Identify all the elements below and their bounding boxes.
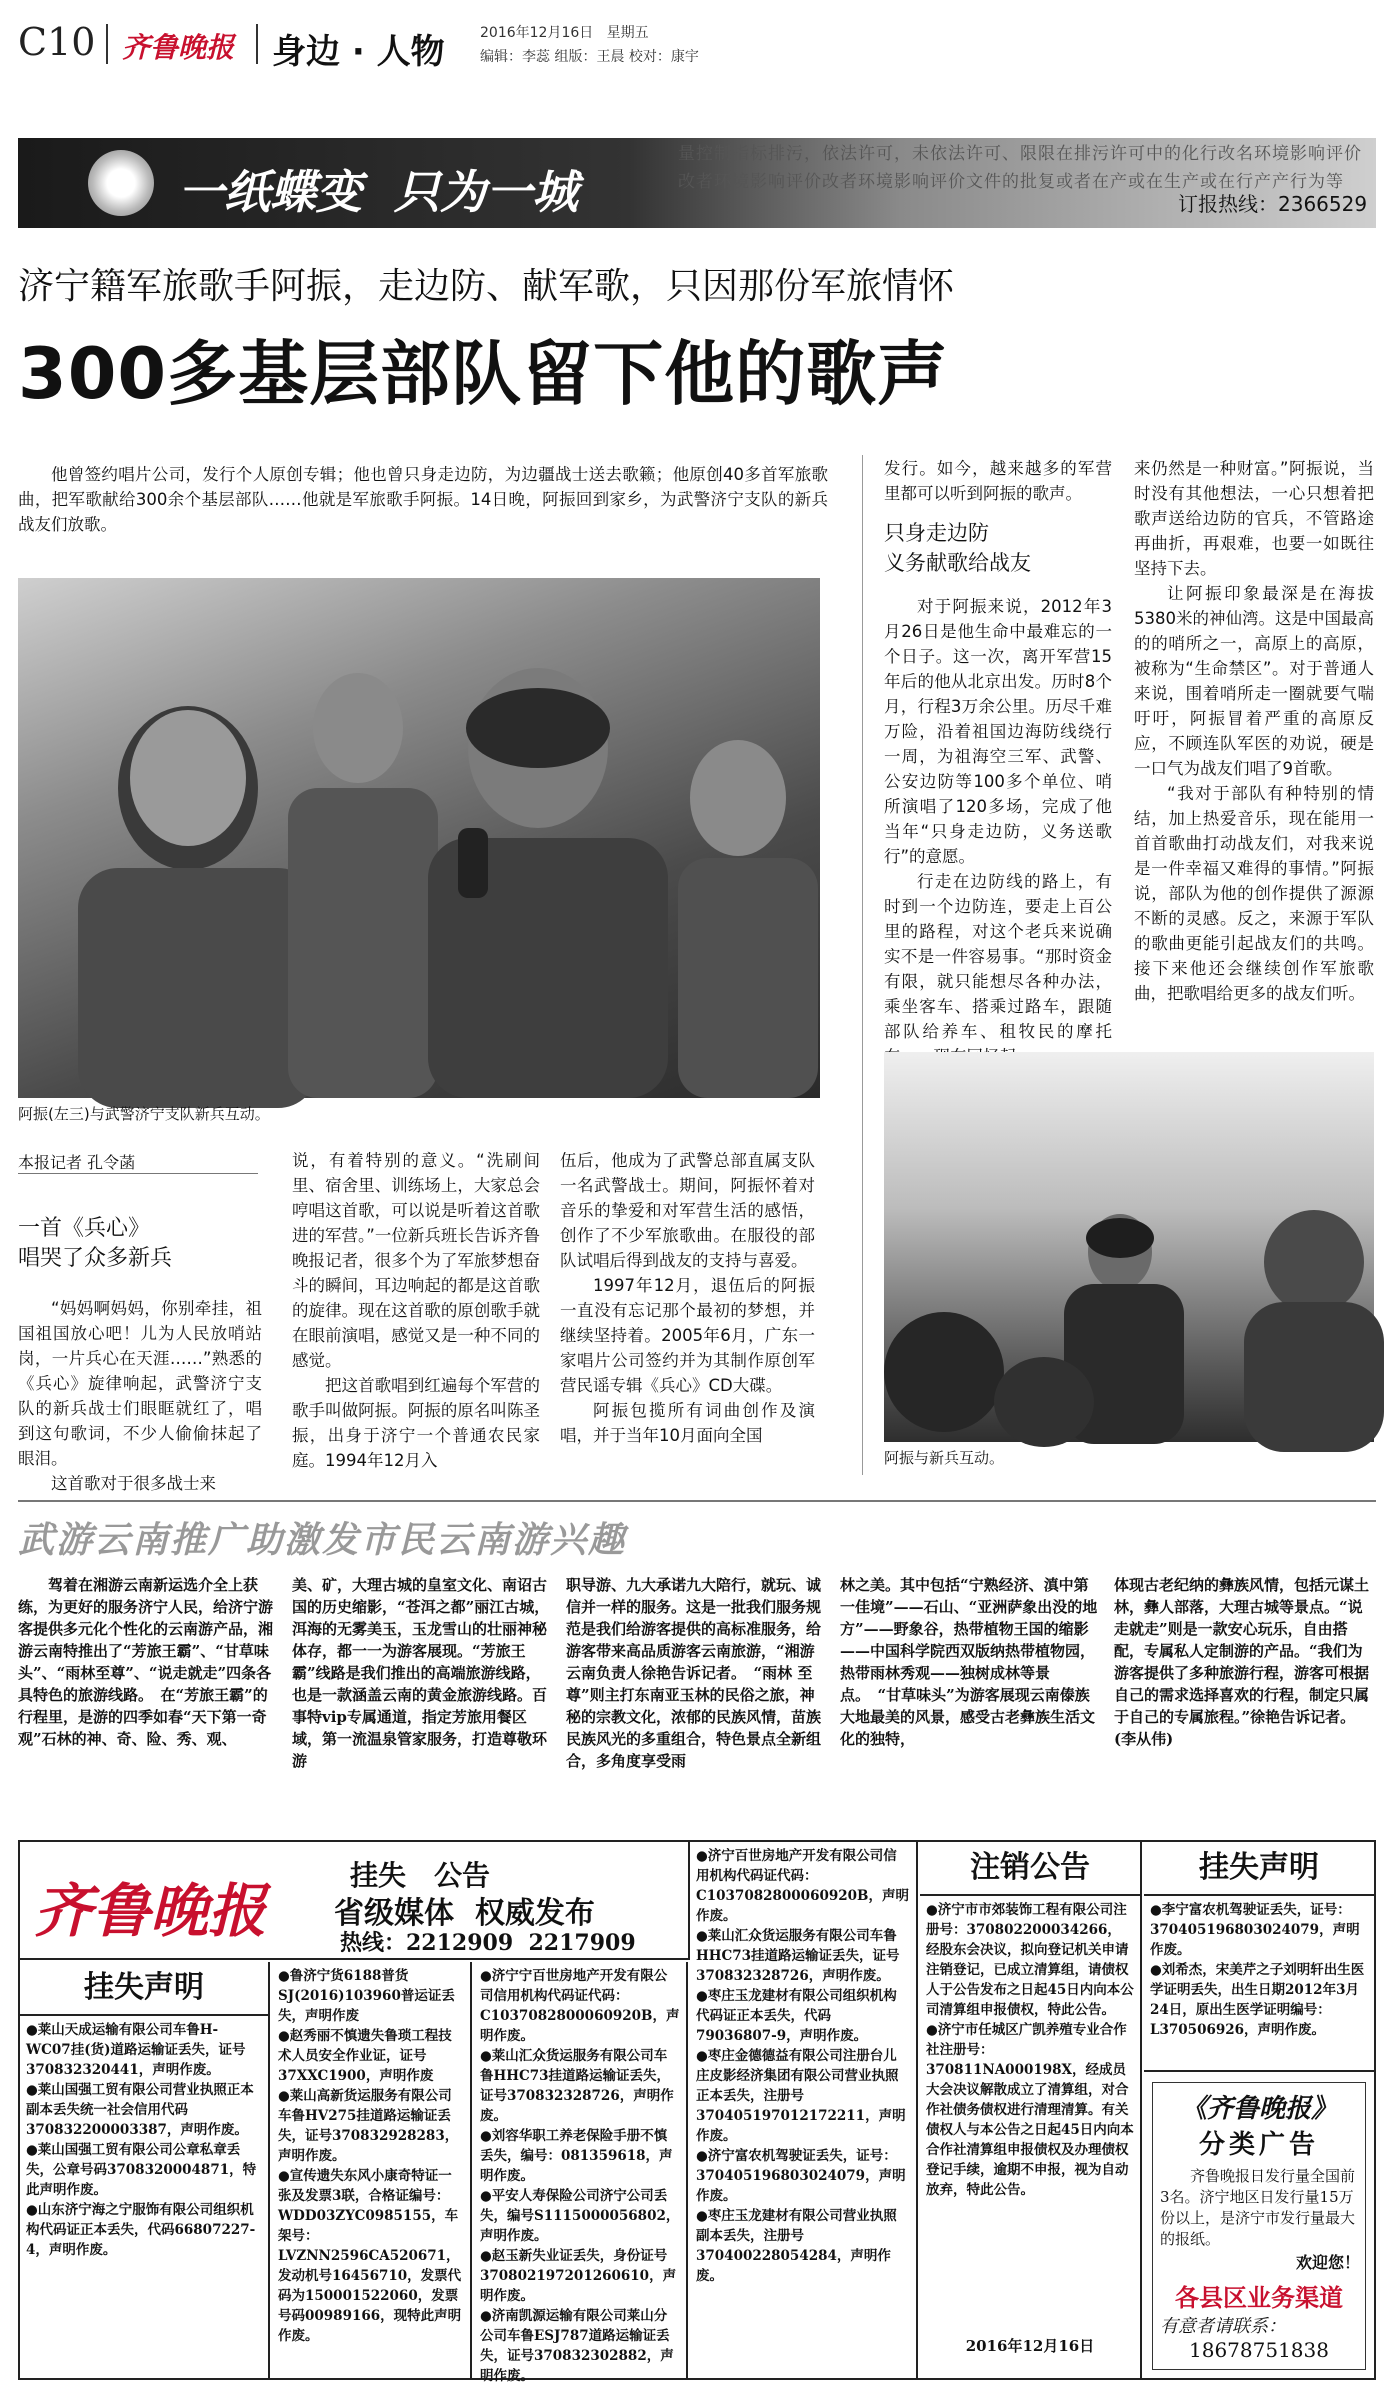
photo1-illustration <box>18 578 820 1098</box>
ad-col-4: ●济宁百世房地产开发有限公司信用机构代码证代码：C1037082800060920B，声明作废。 ●莱山汇众货运服务有限公司车鲁HHC73挂道路运输证丢失，证号370832328726，声明作废。 ●枣庄玉龙建材有限公司组织机构代码证正本丢失，代码79036807-9，声明作废。 ●枣庄金德德益有限公司注册台儿庄皮影经济集团有限公司营业执照正本丢失，注册号370405197012172211，声明作废。 ●济宁富农机驾驶证丢失，证号：370405196803024079，声明作废。 ●枣庄玉龙建材有限公司营业执照副本丢失，注册号370400228054284，声明作废。 <box>690 1842 918 2378</box>
promo-contact: 有意者请联系： <box>1160 2316 1286 2337</box>
ad-lost-1-title: 挂失声明 <box>20 1962 268 2016</box>
ad-col-2: ●鲁济宁货6188普货SJ(2016)103960普运证丢失，声明作废 ●赵秀丽不慎遗失鲁琐工程技术人员安全作业证，证号37XXC1900，声明作废 ●莱山高新货运服务有限公司车鲁HV275挂道路运输证丢失，证号370832928283，声明作废。 ●宣传遗失东风小康奇特证一张及发票3联，合格证编号：WDD03ZYC0985155，车架号：LVZNN2596CA520671，发动机号16456710，发票代码为150001522060，发票号码00989166，现特此声明作废。 <box>272 1962 472 2378</box>
photo2-illustration <box>884 1052 1374 1442</box>
ad-classified-promo <box>1144 2074 1374 2378</box>
section-title: 身边 · 人物 <box>272 32 445 72</box>
tourism-col-3: 职导游、九大承诺九大陪行，就玩、诚信并一样的服务。这是一批我们服务规范是我们给游客提供的高标准服务，给游客带来高品质游客云南旅游，“湘游云南负责人徐艳告诉记者。 “雨林 至尊”则主打东南亚玉林的民俗之旅，神秘的宗教文化，浓郁的民族风情，苗族民族风光的多重组合，特色景点全新组合，多角度享受雨 <box>566 1576 822 1770</box>
subhead-1-line1: 一首《兵心》 <box>18 1216 151 1241</box>
promo-channel: 各县区业务渠道 <box>1175 2283 1343 2312</box>
hotline-label: 订报热线： <box>1178 192 1278 216</box>
ads-tag-2: 省级媒体 权威发布 <box>334 1896 595 1931</box>
ads-area <box>18 1840 1376 2384</box>
hotline-number: 2366529 <box>1278 192 1368 216</box>
ad-cancel-title: 注销公告 <box>920 1842 1140 1896</box>
ad-cancel-date: 2016年12月16日 <box>965 2337 1095 2355</box>
hotline <box>1178 188 1367 217</box>
column-rule <box>862 455 863 1475</box>
ad-lost-notice-2 <box>1144 1842 1374 2072</box>
subhead-2-line1: 只身走边防 <box>884 521 989 545</box>
ad-col-3: ●济宁宁百世房地产开发有限公司信用机构代码证代码：C1037082800060920B，声明作废。 ●莱山汇众货运服务有限公司车鲁HHC73挂道路运输证丢失，证号370832328726，声明作废。 ●刘容华职工养老保险手册不慎丢失，编号：081359618，声明作废。 ●平安人寿保险公司济宁公司丢失，编号S1115000056802，声明作废。 ●赵玉新失业证丢失，身份证号370802197201260610，声明作废。 ●济南凯源运输有限公司莱山分公司车鲁ESJ787道路运输证丢失，证号370832302882，声明作废。 <box>474 1962 688 2378</box>
photo2-caption: 阿振与新兵互动。 <box>884 1449 1005 1467</box>
subhead-2 <box>884 518 1112 578</box>
tourism-col-1: 驾着在湘游云南新运选介全上获练，为更好的服务济宁人民，给济宁游客提供多元化个性化的云南游产品，湘游云南特推出了“芳旅王霸”、“甘草味头”、“雨林至尊”、“说走就走”四条各具特色的旅游线路。 在“芳旅王霸”的行程里，是游的四季如春“天下第一奇观”石林的神、奇、险、秀、观、 <box>18 1576 274 1748</box>
article-kicker: 济宁籍军旅歌手阿振，走边防、献军歌，只因那份军旅情怀 <box>18 266 955 307</box>
body-col3-p3: 阿振包揽所有词曲创作及演唱，并于当年10月面向全国 <box>560 1401 815 1445</box>
photo-soldiers-singing <box>18 578 820 1098</box>
ads-hotline: 热线：2212909 2217909 <box>340 1930 636 1956</box>
banner <box>18 138 1376 228</box>
photo1-caption: 阿振(左三)与武警济宁支队新兵互动。 <box>18 1105 270 1123</box>
byline-rule <box>18 1173 258 1174</box>
banner-slogan: 一纸蝶变 只为一城 <box>178 165 579 219</box>
header-staff: 编辑：李蕊 组版：王晨 校对：康宇 <box>480 49 699 65</box>
ad-lost-1-body: ●莱山天成运输有限公司车鲁H-WC07挂(货)道路运输证丢失，证号370832320441，声明作废。 ●莱山国强工贸有限公司营业执照正本副本丢失统一社会信用代码370832200003387，声明作废。 ●莱山国强工贸有限公司公章私章丢失，公章号码3708320004871，特此声明作废。 ●山东济宁海之宁服饰有限公司组织机构代码证正本丢失，代码66807227-4，声明作废。 <box>26 2022 257 2258</box>
body-col5-p2: 让阿振印象最深是在海拔5380米的神仙湾。这是中国最高的的哨所之一，高原上的高原，被称为“生命禁区”。对于普通人来说，围着哨所走一圈就要气喘吁吁，阿振冒着严重的高原反应，不顾连队军医的劝说，硬是一口气为战友们唱了9首歌。 <box>1134 584 1374 778</box>
body-col4-top: 发行。如今，越来越多的军营里都可以听到阿振的歌声。 <box>884 459 1112 503</box>
tourism-headline: 武游云南推广助激发市民云南游兴趣 <box>18 1520 627 1561</box>
body-col-2 <box>292 1148 540 1498</box>
ads-tag-1: 挂失 公告 <box>350 1859 491 1892</box>
ad-lost-2-body: ●李宁富农机驾驶证丢失，证号：370405196803024079，声明作废。 ●刘希杰，宋美芹之子刘明轩出生医学证明丢失，出生日期2012年3月24日，原出生医学证明编号：L370506926，声明作废。 <box>1150 1902 1365 2038</box>
subhead-1 <box>18 1214 172 1274</box>
tourism-col-4: 林之美。其中包括“宁熟经济、滇中第一佳境”——石山、“亚洲萨象出没的地方”——野象谷，热带植物王国的缩影——中国科学院西双版纳热带植物园，热带雨林秀观——独树成林等景点。 “甘草味头”为游客展现云南傣族大地最美的风景，感受古老彝族生活文化的独特， <box>840 1576 1098 1748</box>
banner-background-text: 量控制指标排污，依法许可，未依法许可、限限在排污许可中的化行改名环境影响评价改者环境影响评价改者环境影响评价文件的批复或者在产或在生产或在行产产行为等 <box>678 144 1362 192</box>
promo-title: 《齐鲁晚报》 <box>1180 2094 1337 2124</box>
body-col2-p2: 把这首歌唱到红遍每个军营的歌手叫做阿振。阿振的原名叫陈圣振，出身于济宁一个普通农民家庭。1994年12月入 <box>292 1376 540 1470</box>
body-col2-p1: 说，有着特别的意义。“洗刷间里、宿舍里、训练场上，大家总会哼唱这首歌，可以说是听着这首歌进的军营。”一位新兵班长告诉齐鲁晚报记者，很多个为了军旅梦想奋斗的瞬间，耳边响起的都是这首歌的旋律。现在这首歌的原创歌手就在眼前演唱，感觉又是一种不同的感觉。 <box>292 1151 540 1370</box>
header-divider <box>106 24 108 64</box>
ad-cancel-body: ●济宁市市郊装饰工程有限公司注册号：370802200034266，经股东会决议，拟向登记机关申请注销登记，已成立清算组，请债权人于公告发布之日起45日内向本公司清算组申报债权，特此公告。 ●济宁市任城区广凯养殖专业合作社注册号：370811NA000198X，经成员大会决议解散成立了清算组，对合作社债务债权进行清理清算。有关债权人与本公告之日起45日内向本合作社清算组申报债权及办理债权登记手续，逾期不申报，视为自动放弃，特此公告。 <box>926 1902 1134 2198</box>
ads-paper-logo: 齐鲁晚报 <box>34 1877 267 1945</box>
date: 2016年12月16日 <box>480 25 594 41</box>
body-col-5 <box>1134 456 1374 1036</box>
body-col-4 <box>884 456 1112 1041</box>
page-number: C10 <box>18 20 96 64</box>
promo-phone: 18678751838 <box>1189 2338 1329 2362</box>
tourism-body <box>18 1574 1376 1834</box>
subhead-2-line2: 义务献歌给战友 <box>884 551 1031 575</box>
tourism-col-2: 美、矿，大理古城的皇室文化、南诏古国的历史缩影，“苍洱之都”丽江古城，洱海的无雾美玉，玉龙雪山的壮丽神秘体存，都一一为游客展现。“芳旅王霸”线路是我们推出的高端旅游线路，也是一款涵盖云南的黄金旅游线路。百事特vip专属通道，指定芳旅用餐区域，第一流温泉管家服务，打造尊敬环游 <box>292 1576 550 1770</box>
weekday: 星期五 <box>606 25 649 41</box>
body-col4-p1: 对于阿振来说，2012年3月26日是他生命中最难忘的一个日子。这一次，离开军营15年后的他从北京出发。历时8个月，行程3万余公里。历尽千难万险，沿着祖国边海防线绕行一周，为祖海空三军、武警、公安边防等100多个单位、哨所演唱了120多场，完成了他当年“只身走边防，义务送歌行”的意愿。 <box>884 597 1112 866</box>
section-rule <box>18 1500 1376 1502</box>
body-col4-p2: 行走在边防线的路上，有时到一个边防连，要走上百公里的路程，对这个老兵来说确实不是一件容易事。“那时资金有限，就只能想尽各种办法，乘坐客车、搭乘过路车，跟随部队给养车、租牧民的摩托 <box>884 872 1112 1041</box>
byline: 本报记者 孔令菡 <box>18 1153 136 1172</box>
body-col1-p1: “妈妈啊妈妈，你别牵挂，祖国祖国放心吧！儿为人民放哨站岗，一片兵心在天涯……”熟悉的《兵心》旋律响起，武警济宁支队的新兵战士们眼眶就红了，唱到这句歌词，不少人偷偷抹起了眼泪。 <box>18 1299 262 1468</box>
ad-lost-2-title: 挂失声明 <box>1144 1842 1374 1896</box>
banner-logo-icon <box>88 150 154 216</box>
promo-body: 齐鲁晚报日发行量全国前3名。济宁地区日发行量15万份以上，是济宁市发行量最大的报纸。 <box>1160 2167 1356 2248</box>
subhead-1-line2: 唱哭了众多新兵 <box>18 1246 173 1271</box>
body-col1-p2: 这首歌对于很多战士来 <box>51 1474 216 1493</box>
ad-lost-notice-1 <box>20 1962 270 2378</box>
body-col-3 <box>560 1148 815 1498</box>
header-divider-2 <box>256 24 258 64</box>
body-col3-p2: 1997年12月，退伍后的阿振一直没有忘记那个最初的梦想，并继续坚持着。2005年6月，广东一家唱片公司签约并为其制作原创军营民谣专辑《兵心》CD大碟。 <box>560 1276 815 1395</box>
header-date <box>480 22 649 42</box>
photo-interaction <box>884 1052 1374 1442</box>
body-col3-p1: 伍后，他成为了武警总部直属支队一名武警战士。期间，阿振怀着对音乐的挚爱和对军营生活的感悟，创作了不少军旅歌曲。在服役的部队试唱后得到战友的支持与喜爱。 <box>560 1151 815 1270</box>
body-col-1 <box>18 1296 262 1496</box>
paper-name: 齐鲁晚报 <box>122 31 235 64</box>
promo-welcome: 欢迎您！ <box>1295 2253 1360 2272</box>
promo-subtitle: 分类广告 <box>1198 2130 1319 2160</box>
ad-cancel-notice <box>920 1842 1142 2378</box>
tourism-col-5: 体现古老纪纳的彝族风情，包括元谋土林，彝人部落，大理古城等景点。“说走就走”则是一款安心玩乐，自由搭配，专属私人定制游的产品。“我们为游客提供了多种旅游行程，游客可根据自己的需求选择喜欢的行程，制定只属于自己的专属旅程。”徐艳告诉记者。(李从伟) <box>1114 1576 1370 1748</box>
ads-masthead <box>20 1842 690 1960</box>
article-headline: 300多基层部队留下他的歌声 <box>18 333 949 415</box>
body-col5-p3: “我对于部队有种特别的情结，加上热爱音乐，现在能用一首首歌曲打动战友们，对我来说是一件幸福又难得的事情。”阿振说，部队为他的创作提供了源源不断的灵感。反之，来源于军队的歌曲更能引起战友们的共鸣。接下来他还会继续创作军旅歌曲，把歌唱给更多的战友们听。 <box>1134 784 1374 1003</box>
body-col5-p1: 来仍然是一种财富。”阿振说，当时没有其他想法，一心只想着把歌声送给边防的官兵，不管路途再曲折，再艰难，也要一如既往坚持下去。 <box>1134 459 1374 578</box>
article-lead: 他曾签约唱片公司，发行个人原创专辑；他也曾只身走边防，为边疆战士送去歌籁；他原创40多首军旅歌曲，把军歌献给300余个基层部队……他就是军旅歌手阿振。14日晚，阿振回到家乡，为武警济宁支队的新兵战友们放歌。 <box>18 465 828 534</box>
page-header <box>0 0 1395 72</box>
